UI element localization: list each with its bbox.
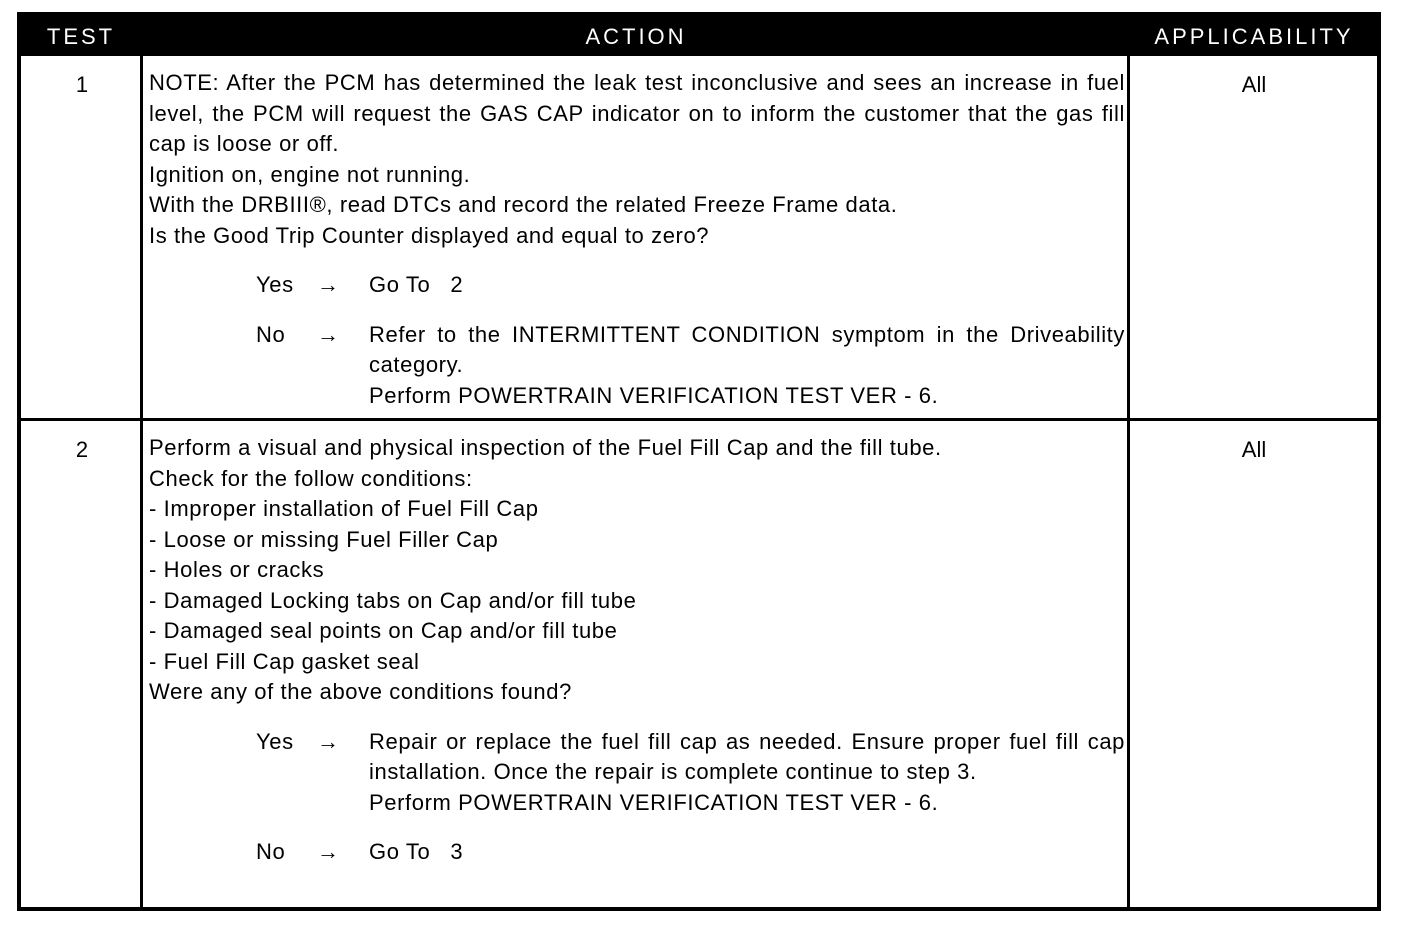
no-branch bbox=[149, 320, 1125, 412]
note-text: NOTE: After the PCM has determined the leak test inconclusive and sees an increase in fuel level, the PCM will request the GAS CAP indicator on to inform the customer that the gas fill cap is loose or off. bbox=[149, 70, 1125, 156]
action-line: Perform a visual and physical inspection of the Fuel Fill Cap and the fill tube. bbox=[149, 435, 942, 460]
condition-item: - Damaged Locking tabs on Cap and/or fill tube bbox=[149, 587, 637, 613]
header-applicability: APPLICABILITY bbox=[1154, 24, 1354, 49]
condition-item: - Holes or cracks bbox=[149, 557, 325, 582]
question-text: Is the Good Trip Counter displayed and equal to zero? bbox=[149, 222, 710, 248]
action-line: Check for the follow conditions: bbox=[149, 465, 473, 491]
no-label: No bbox=[256, 839, 286, 864]
condition-item: - Loose or missing Fuel Filler Cap bbox=[149, 526, 499, 552]
yes-label: Yes bbox=[256, 728, 294, 754]
action-line: Ignition on, engine not running. bbox=[149, 161, 471, 187]
question-text: Were any of the above conditions found? bbox=[149, 679, 572, 704]
no-result bbox=[369, 320, 1125, 412]
no-result bbox=[369, 837, 1125, 868]
condition-item: - Improper installation of Fuel Fill Cap bbox=[149, 496, 539, 521]
no-label: No bbox=[256, 321, 286, 347]
yes-branch bbox=[149, 727, 1125, 819]
test-number: 2 bbox=[75, 437, 89, 462]
goto-link[interactable]: Go To 3 bbox=[369, 839, 464, 864]
yes-result bbox=[369, 727, 1125, 819]
applicability-value: All bbox=[1241, 437, 1267, 462]
right-arrow-icon: → bbox=[317, 839, 340, 864]
result-line: Refer to the INTERMITTENT CONDITION symptom in the Driveability category. bbox=[369, 321, 1125, 377]
diagnostic-table bbox=[17, 12, 1381, 911]
result-line: Perform POWERTRAIN VERIFICATION TEST VER - 6. bbox=[369, 382, 939, 408]
right-arrow-icon: → bbox=[317, 728, 340, 754]
yes-label: Yes bbox=[256, 272, 294, 297]
result-line: Repair or replace the fuel fill cap as needed. Ensure proper fuel fill cap installation. Once the repair is complete continue to step 3. bbox=[369, 728, 1125, 784]
header-action: ACTION bbox=[585, 24, 687, 49]
test-number: 1 bbox=[75, 72, 89, 97]
no-branch bbox=[149, 837, 1125, 868]
yes-branch bbox=[149, 270, 1125, 301]
table-row bbox=[21, 56, 1377, 418]
goto-link[interactable]: Go To 2 bbox=[369, 272, 464, 297]
yes-result bbox=[369, 270, 1125, 301]
table-header bbox=[21, 16, 1377, 56]
header-test: TEST bbox=[46, 24, 116, 49]
table-row bbox=[21, 421, 1377, 911]
condition-item: - Fuel Fill Cap gasket seal bbox=[149, 648, 420, 674]
applicability-value: All bbox=[1241, 72, 1267, 97]
action-cell bbox=[149, 68, 1125, 411]
right-arrow-icon: → bbox=[317, 272, 340, 297]
condition-item: - Damaged seal points on Cap and/or fill tube bbox=[149, 618, 618, 643]
right-arrow-icon: → bbox=[317, 321, 340, 347]
action-cell bbox=[149, 433, 1125, 868]
action-line: With the DRBIII®, read DTCs and record the related Freeze Frame data. bbox=[149, 192, 898, 217]
result-line: Perform POWERTRAIN VERIFICATION TEST VER - 6. bbox=[369, 789, 939, 815]
